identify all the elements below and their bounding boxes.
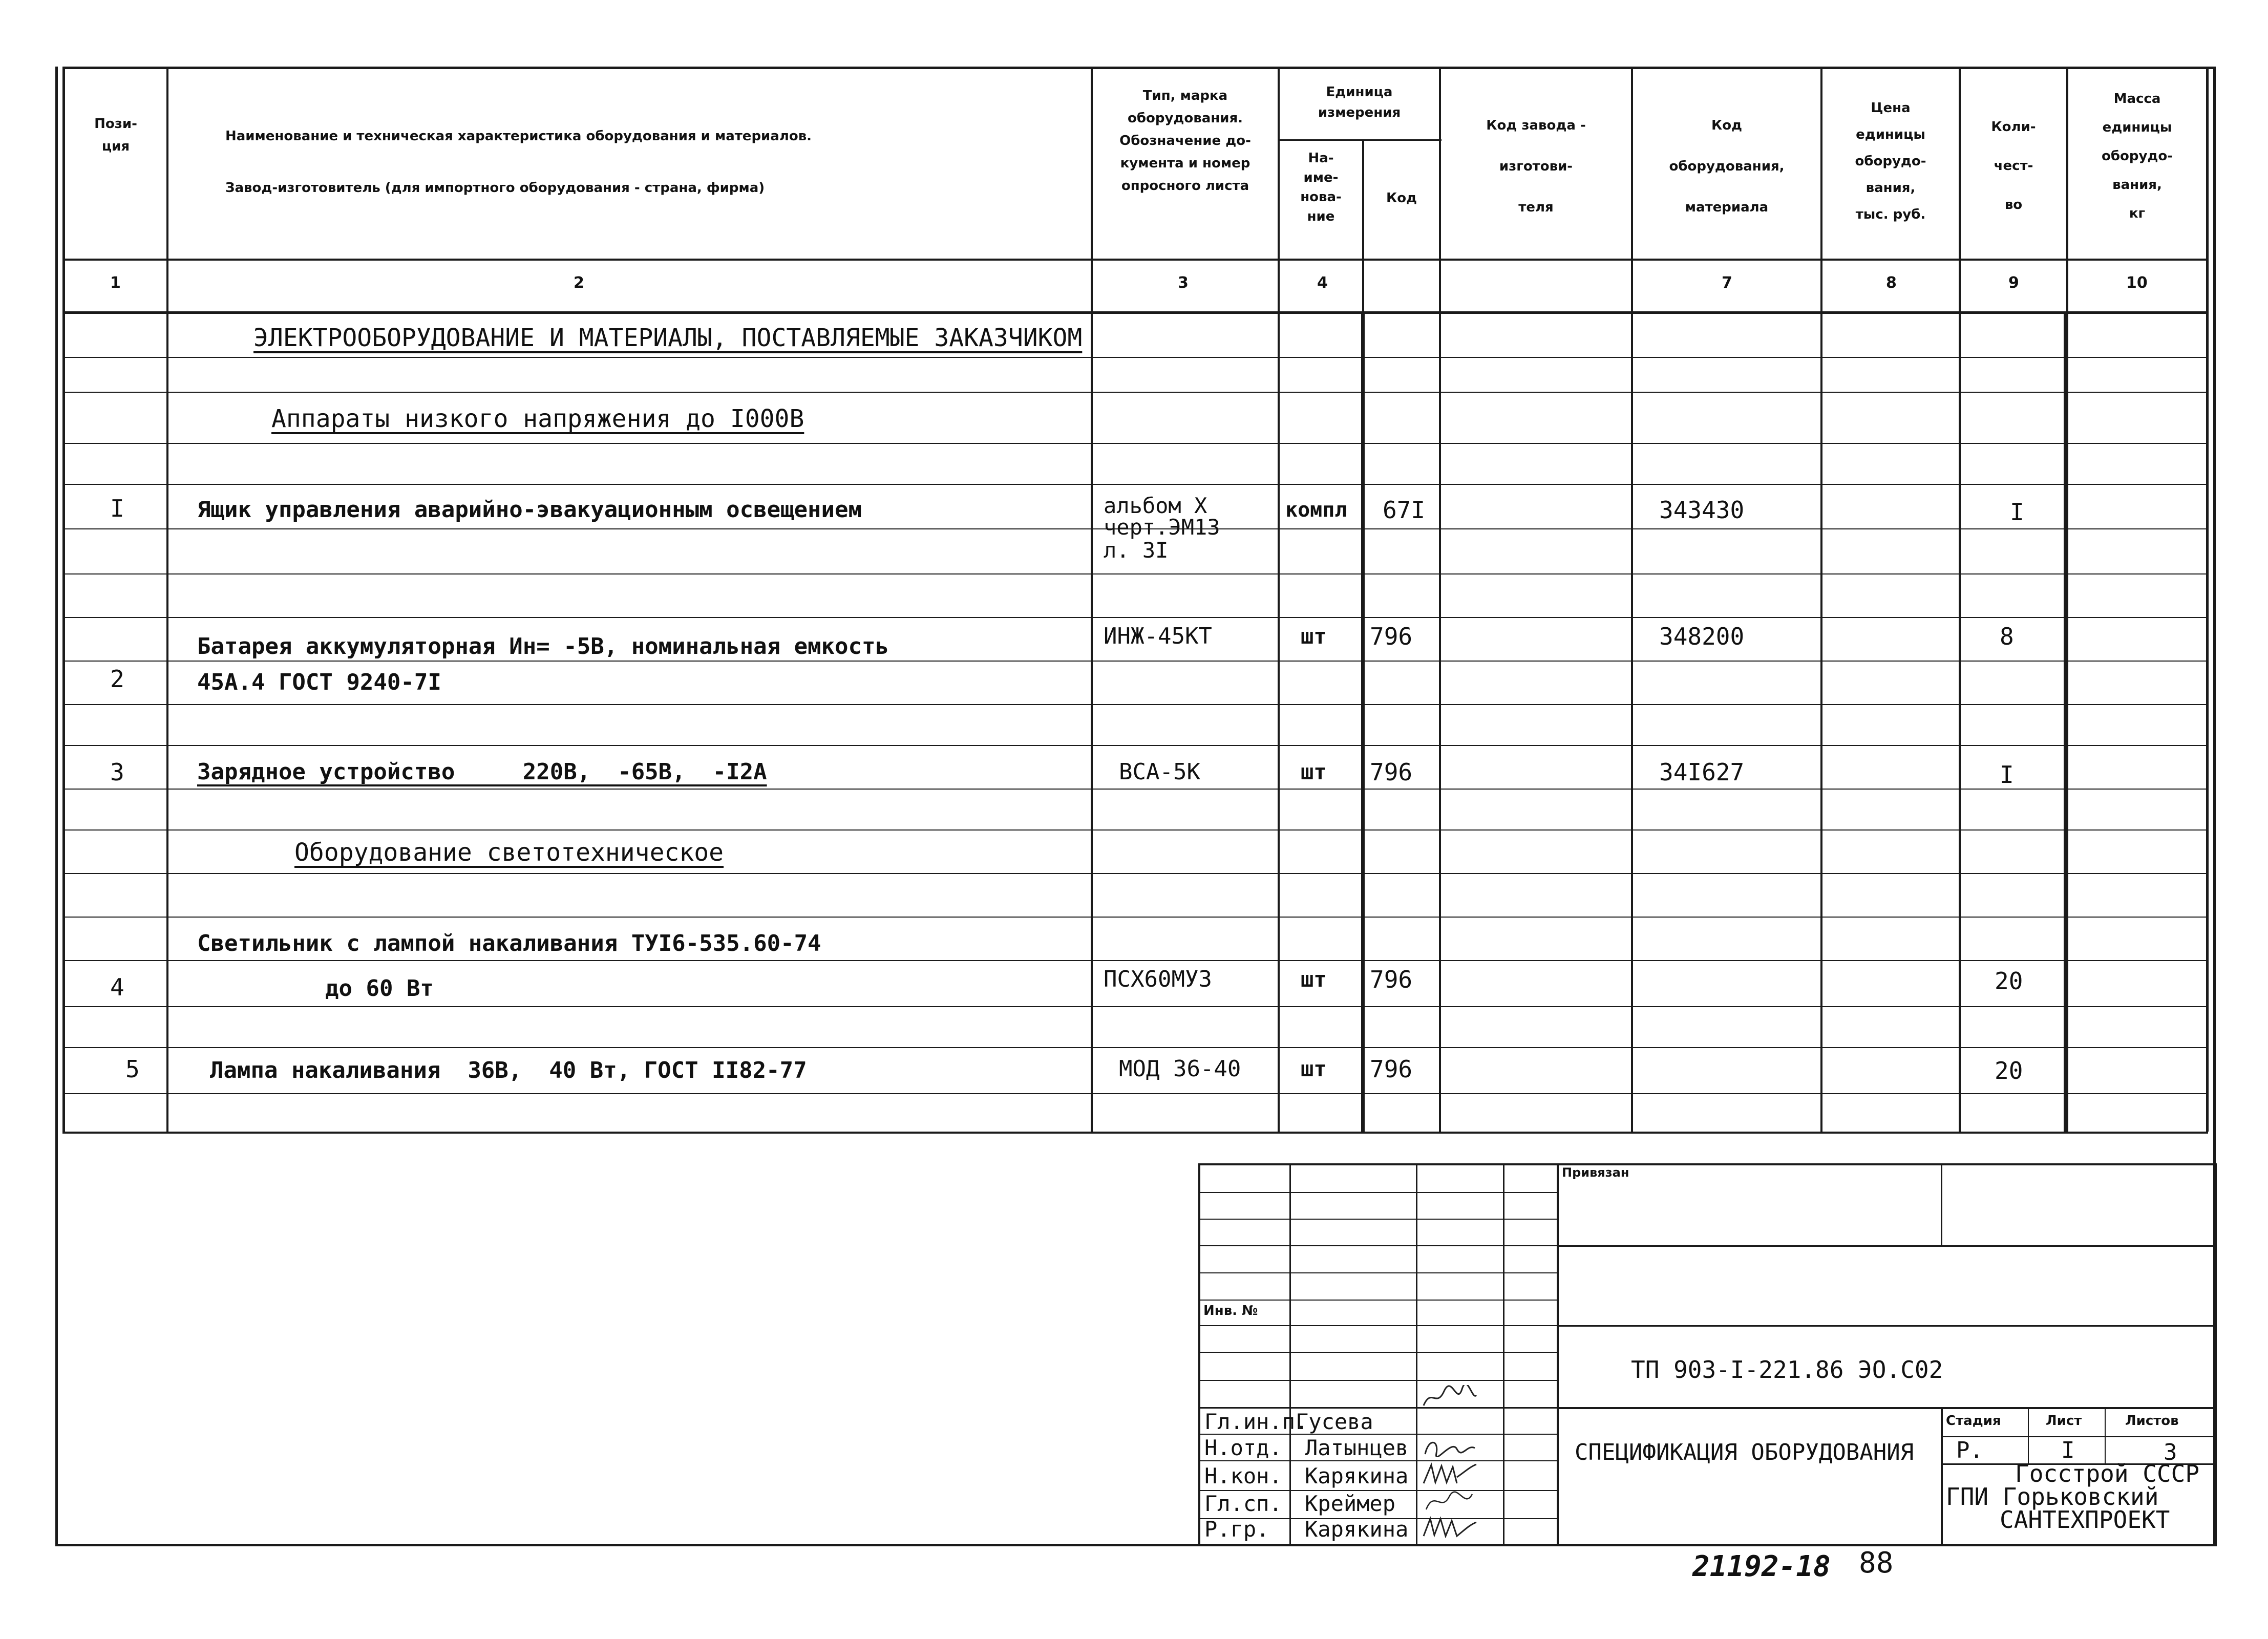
sheets-value: 3 <box>2164 1439 2177 1465</box>
document-title: СПЕЦИФИКАЦИЯ ОБОРУДОВАНИЯ <box>1575 1439 1914 1465</box>
staff-name-5: Карякина <box>1305 1517 1409 1542</box>
sheets-label: Листов <box>2125 1413 2179 1429</box>
row-2-name: Батарея аккумуляторная Ин= -5В, номинальная емкость <box>197 633 889 659</box>
row-5-unit: шт <box>1301 1056 1327 1081</box>
row-3-unit: шт <box>1301 759 1327 784</box>
row-5-position: 5 <box>125 1055 140 1083</box>
row-5-type: МОД 36-40 <box>1119 1056 1241 1082</box>
col-number-9: 9 <box>2008 274 2019 292</box>
staff-name-1: Гусева <box>1296 1409 1373 1434</box>
row-1-type-line3: л. 3I <box>1104 538 1169 563</box>
staff-role-4: Гл.сп. <box>1204 1491 1282 1516</box>
page-number: 88 <box>1859 1546 1894 1580</box>
header-price: Цена единицы оборудо- вания, тыс. руб. <box>1855 100 1926 222</box>
row-5-name: Лампа накаливания 36В, 40 Вт, ГОСТ II82-77 <box>210 1057 807 1083</box>
header-type: Тип, марка оборудования. Обозначение до- кумента и номер опросного листа <box>1119 88 1251 194</box>
row-3-quantity: I <box>2000 761 2014 789</box>
row-2-unit: шт <box>1301 624 1327 649</box>
header-unit-name: На- име- нова- ние <box>1300 151 1342 224</box>
signature-1 <box>1421 1385 1477 1409</box>
header-factory-code: Код завода - изготови- теля <box>1486 118 1586 215</box>
header-mass: Масса единицы оборудо- вания, кг <box>2101 91 2173 221</box>
row-2-equipment-code: 348200 <box>1659 623 1745 650</box>
col-number-8: 8 <box>1886 274 1897 292</box>
archive-number: 21192-18 <box>1692 1550 1831 1583</box>
row-4-position: 4 <box>110 973 124 1001</box>
row-1-equipment-code: 343430 <box>1659 496 1745 524</box>
row-3-type: ВСА-5К <box>1119 759 1200 785</box>
row-4-quantity: 20 <box>1995 967 2023 995</box>
row-2-position: 2 <box>110 665 124 693</box>
col-number-3: 3 <box>1178 274 1189 292</box>
row-3-unit-code: 796 <box>1370 758 1413 786</box>
row-4-unit-code: 796 <box>1370 966 1413 993</box>
stage-value: Р. <box>1956 1437 1983 1463</box>
sheet-label: Лист <box>2046 1413 2082 1429</box>
row-3-name: Зарядное устройство 220В, -65В, -I2А <box>197 759 767 785</box>
section-title-lighting: Оборудование светотехническое <box>294 838 724 867</box>
row-1-name: Ящик управления аварийно-эвакуационным освещением <box>197 497 862 523</box>
header-quantity: Коли- чест- во <box>1991 119 2036 212</box>
row-3-equipment-code: 34I627 <box>1659 758 1745 786</box>
row-1-type: альбом Х <box>1104 493 1207 518</box>
row-5-quantity: 20 <box>1995 1057 2023 1084</box>
row-4-type: ПСХ60МУЗ <box>1104 966 1212 992</box>
col-number-10: 10 <box>2126 274 2148 292</box>
row-4-name-line2: до 60 Вт <box>325 975 434 1002</box>
organization-line3: САНТЕХПРОЕКТ <box>2000 1506 2170 1534</box>
row-1-type-line2: черт.ЭМ13 <box>1104 515 1220 540</box>
col-number-7: 7 <box>1722 274 1732 292</box>
col-number-2: 2 <box>574 274 584 292</box>
inventory-number-label: Инв. № <box>1203 1303 1258 1318</box>
col-number-4: 4 <box>1317 274 1328 292</box>
staff-role-1: Гл.ин.п. <box>1204 1409 1308 1434</box>
organization-line2: ГПИ Горьковский <box>1946 1483 2159 1510</box>
row-2-quantity: 8 <box>2000 623 2014 650</box>
header-name-line1: Наименование и техническая характеристика оборудования и материалов. <box>225 129 812 144</box>
organization-line1: Госстрой СССР <box>2015 1460 2200 1487</box>
staff-role-2: Н.отд. <box>1204 1435 1282 1460</box>
signature-3 <box>1421 1462 1477 1485</box>
staff-name-4: Креймер <box>1305 1491 1396 1516</box>
signature-4 <box>1421 1489 1477 1513</box>
row-2-unit-code: 796 <box>1370 623 1413 650</box>
stage-label: Стадия <box>1946 1413 2001 1429</box>
header-unit-group: Единица измерения <box>1318 84 1401 120</box>
row-2-name-line2: 45А.4 ГОСТ 9240-7I <box>197 669 441 695</box>
row-1-position: I <box>110 495 124 522</box>
row-1-unit: компл <box>1285 498 1347 522</box>
row-1-unit-code: 67I <box>1383 496 1426 524</box>
section-title-customer-supplied: ЭЛЕКТРООБОРУДОВАНИЕ И МАТЕРИАЛЫ, ПОСТАВЛЯЕМЫЕ ЗАКАЗЧИКОМ <box>253 324 1083 352</box>
header-name-line2: Завод-изготовитель (для импортного оборудования - страна, фирма) <box>225 180 765 196</box>
signature-2 <box>1421 1434 1477 1457</box>
staff-role-5: Р.гр. <box>1204 1517 1269 1542</box>
row-1-quantity: I <box>2010 498 2024 526</box>
document-code: ТП 903-I-221.86 ЭО.С02 <box>1631 1356 1943 1383</box>
header-unit-code: Код <box>1386 190 1417 206</box>
row-4-unit: шт <box>1301 967 1327 992</box>
row-3-position: 3 <box>110 758 124 786</box>
sheet-value: I <box>2061 1437 2075 1463</box>
staff-name-3: Карякина <box>1305 1463 1409 1488</box>
section-title-low-voltage: Аппараты низкого напряжения до I000В <box>271 405 804 433</box>
staff-role-3: Н.кон. <box>1204 1463 1282 1488</box>
header-equipment-code: Код оборудования, материала <box>1669 118 1785 215</box>
row-2-type: ИНЖ-45КТ <box>1104 623 1212 649</box>
header-position: Пози- ция <box>94 116 137 154</box>
privyazan-label: Привязан <box>1562 1165 1629 1180</box>
signature-5 <box>1421 1515 1477 1538</box>
row-4-name: Светильник с лампой накаливания ТУI6-535.60-74 <box>197 930 821 956</box>
row-5-unit-code: 796 <box>1370 1055 1413 1083</box>
col-number-1: 1 <box>110 274 121 292</box>
staff-name-2: Латынцев <box>1305 1435 1409 1460</box>
